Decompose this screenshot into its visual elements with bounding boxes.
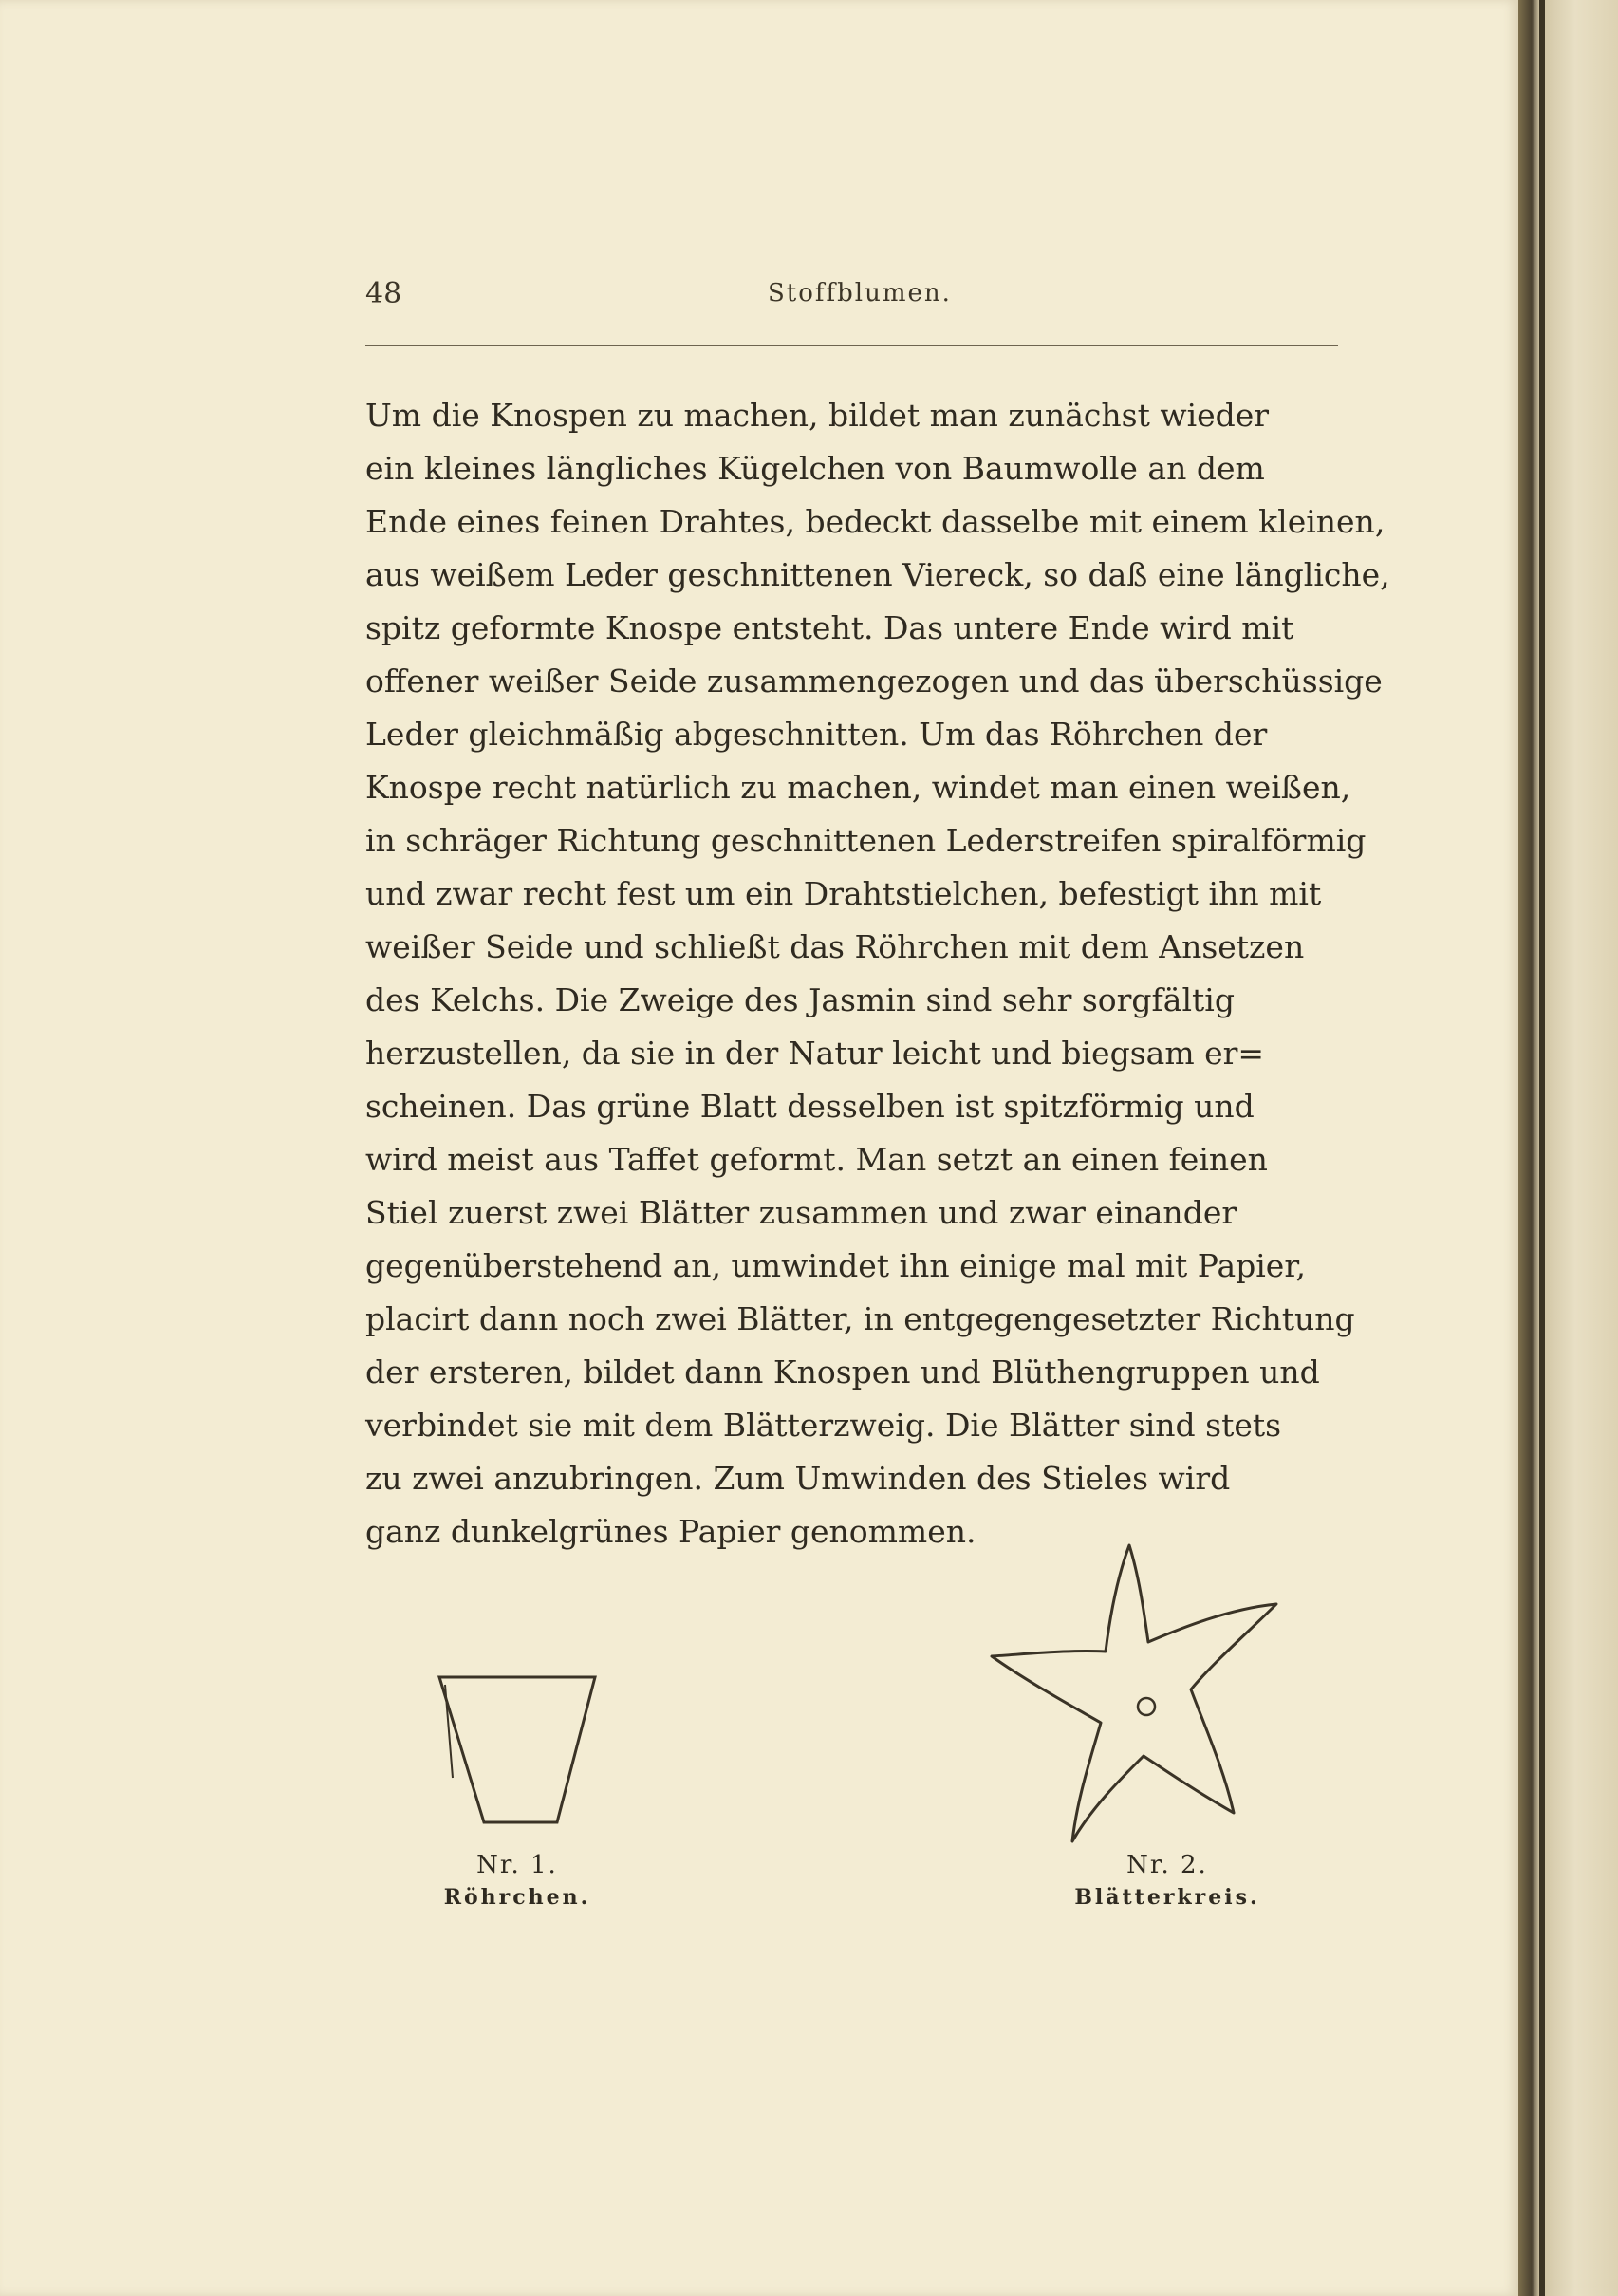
text-line: Stiel zuerst zwei Blätter zusammen und zwar einander [365, 1194, 1237, 1231]
text-line: wird meist aus Taffet geformt. Man setzt an einen feinen [365, 1141, 1268, 1178]
text-line: Leder gleichmäßig abgeschnitten. Um das Röhrchen der [365, 716, 1268, 753]
text-line: herzustellen, da sie in der Natur leicht und biegsam er= [365, 1035, 1265, 1072]
running-head: Stoffblumen. [768, 279, 952, 308]
five-petal-star-icon [987, 1538, 1314, 1851]
text-line: verbindet sie mit dem Blätterzweig. Die Blätter sind stets [365, 1407, 1282, 1444]
text-line: offener weißer Seide zusammengezogen und das überschüssige [365, 663, 1383, 700]
text-line: der ersteren, bildet dann Knospen und Blüthengruppen und [365, 1353, 1320, 1391]
figure-2-title: Blätterkreis. [1074, 1885, 1260, 1910]
figure-1-title: Röhrchen. [443, 1885, 591, 1910]
text-line: ein kleines längliches Kügelchen von Baumwolle an dem [365, 450, 1265, 487]
text-line: scheinen. Das grüne Blatt desselben ist spitzförmig und [365, 1088, 1255, 1125]
text-line: gegenüberstehend an, umwindet ihn einige mal mit Papier, [365, 1247, 1306, 1284]
text-line: und zwar recht fest um ein Drahtstielchen, befestigt ihn mit [365, 875, 1322, 912]
text-line: Knospe recht natürlich zu machen, windet man einen weißen, [365, 769, 1351, 806]
figure-2-number: Nr. 2. [1126, 1851, 1208, 1879]
text-line: spitz geformte Knospe entsteht. Das untere Ende wird mit [365, 609, 1294, 646]
page-header [365, 277, 1333, 325]
page-number: 48 [365, 277, 402, 310]
text-line: aus weißem Leder geschnittenen Viereck, so daß eine längliche, [365, 556, 1390, 593]
body-text [365, 389, 1390, 1559]
text-line: des Kelchs. Die Zweige des Jasmin sind sehr sorgfältig [365, 981, 1235, 1018]
figure-1-number: Nr. 1. [476, 1851, 558, 1879]
text-line: Um die Knospen zu machen, bildet man zunächst wieder [365, 397, 1270, 434]
spine-edge [1539, 0, 1545, 2296]
text-line: Ende eines feinen Drahtes, bedeckt dasselbe mit einem kleinen, [365, 503, 1386, 540]
text-line: placirt dann noch zwei Blätter, in entgegengesetzter Richtung [365, 1300, 1355, 1337]
figure-1-caption [408, 1851, 626, 1910]
text-line: ganz dunkelgrünes Papier genommen. [365, 1513, 976, 1550]
header-rule [365, 345, 1338, 346]
figure-2-caption [1034, 1851, 1300, 1910]
text-line: in schräger Richtung geschnittenen Lederstreifen spiralförmig [365, 822, 1367, 859]
book-spine [1518, 0, 1618, 2296]
text-line: weißer Seide und schließt das Röhrchen mit dem Ansetzen [365, 928, 1305, 965]
tube-outline-icon [432, 1666, 603, 1832]
text-line: zu zwei anzubringen. Zum Umwinden des Stieles wird [365, 1460, 1231, 1497]
